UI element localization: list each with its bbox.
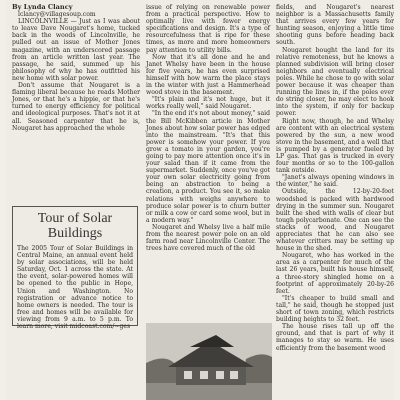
author-email: lclancy@villagesoup.com bbox=[18, 11, 96, 19]
paragraph: Don't assume that Nougaret is a flaming liberal because he reads Mother Jones, or that he's a hippie, or that he's turned to energy efficiency for political and ideological purposes. That's not it at all. Seasoned carpenter that he is, Nougaret has approached the whole bbox=[12, 82, 140, 132]
paragraph: "It's plain and it's not huge, but it works really well," said Nougaret. bbox=[146, 96, 270, 111]
house-illustration bbox=[146, 323, 272, 400]
column-3 bbox=[276, 4, 394, 352]
sidebar-title: Tour of Solar Buildings bbox=[37, 211, 113, 241]
paragraph: The house rises tall up off the ground, and that is part of why it manages to stay so warm. He uses efficiently from the basement wood bbox=[276, 323, 394, 352]
paragraph: Nougaret and Whelsy live a half mile from the nearest power pole on an old farm road near Lincolnville Center. The trees have covered much of the old bbox=[146, 223, 270, 253]
paragraph: Now that it's all done and he and Janet Whelsy have been in the house for five years, he has even surprised himself with how warm the place stays in the winter with just a Hammerhead wood stove in the basement. bbox=[146, 53, 270, 97]
paragraph: "In the end it's not about money," said the Bill McKibben article in Mother Jones about how solar power has edged into the mainstream. "It's that this power is somehow your power. If you grow a tomato in your garden, you're going to pay more attention once it's in your salad than if it came from the supermarket. Suddenly, once you've got your own solar electricity going from being an abstraction to being a creation, a product. You see it, so make relations with weighs anywhere to produce solar power is to churn butter or milk a cow or card some wool, but in a modern way." bbox=[146, 110, 270, 224]
byline: By Lynda Clancy bbox=[12, 3, 73, 11]
paragraph: Nougaret bought the land for its relative remoteness, but he knows a planned subdivision will bring closer neighbors and eventually electrical poles. While he chose to go with solar power because it was cheaper than running the lines in, if the poles ever do string closer, he may elect to hook into the system, if only for backup power. bbox=[276, 46, 394, 118]
paragraph: Nougaret, who has worked in the area as a carpenter for much of the last 26 years, built his house himself, a three-story shingled home on a footprint of approximately 20-by-26 feet. bbox=[276, 252, 394, 295]
sidebar-box bbox=[12, 206, 138, 331]
column-1 bbox=[12, 4, 140, 132]
paragraph: Right now, though, he and Whelsy are content with an electrical system powered by the sun, a new wood stove in the basement, and a well that is pumped by a generator fueled by LP gas. That gas is trucked in every four months or so to the 100-gallon tank outside. bbox=[276, 117, 394, 175]
newspaper-page bbox=[6, 0, 394, 400]
paragraph: fields, and Nougaret's nearest neighbor is a Massachusetts family that arrives every few years for hunting season, enjoying a little time shooting guns before heading back south. bbox=[276, 4, 394, 47]
house-photo bbox=[146, 323, 272, 400]
sidebar-body: The 2005 Tour of Solar Buildings in Central Maine, an annual event held by solar associations, will be held Saturday, Oct. 1 across the state. At the event, solar-powered homes will be opened to the public in Hope, Union and Washington. No registration or advance notice to home owners is needed. The tour is free and homes will be available for viewing from 9 a.m. to 5 p.m. To learn more, visit midcoast.com/~ges bbox=[17, 245, 133, 331]
paragraph: "It's cheaper to build small and tall," he said, though he stopped just short of town zoning, which restricts building heights to 32 feet. bbox=[276, 294, 394, 324]
paragraph: "Janet's always opening windows in the winter," he said. bbox=[276, 174, 394, 189]
paragraph: LINCOLNVILLE — Just as I was about to leave Dave Nougaret's home, tucked back in the woods of Lincolnville, he pulled out an issue of Mother Jones magazine, with an underscored passage from an article written last year. The passage, he said, summed up his philosophy of why he has outfitted his new home with solar power. bbox=[12, 18, 140, 82]
paragraph: issue of relying on renewable power from a practical perspective. How to optimally live with fewer energy specifications and design. It's a type of resourcefulness that is ripe for these times, as more and more homeowners pay attention to utility bills. bbox=[146, 4, 270, 54]
paragraph: Outside, the 12-by-20-foot woodshed is packed with hardwood drying in the summer sun. Nougaret built the shed with walls of clear but tough polycarbonate. One can see the stacks of wood, and Nougaret appreciates that he can also see whatever critters may be setting up house in the shed. bbox=[276, 188, 394, 253]
column-2 bbox=[146, 4, 270, 252]
